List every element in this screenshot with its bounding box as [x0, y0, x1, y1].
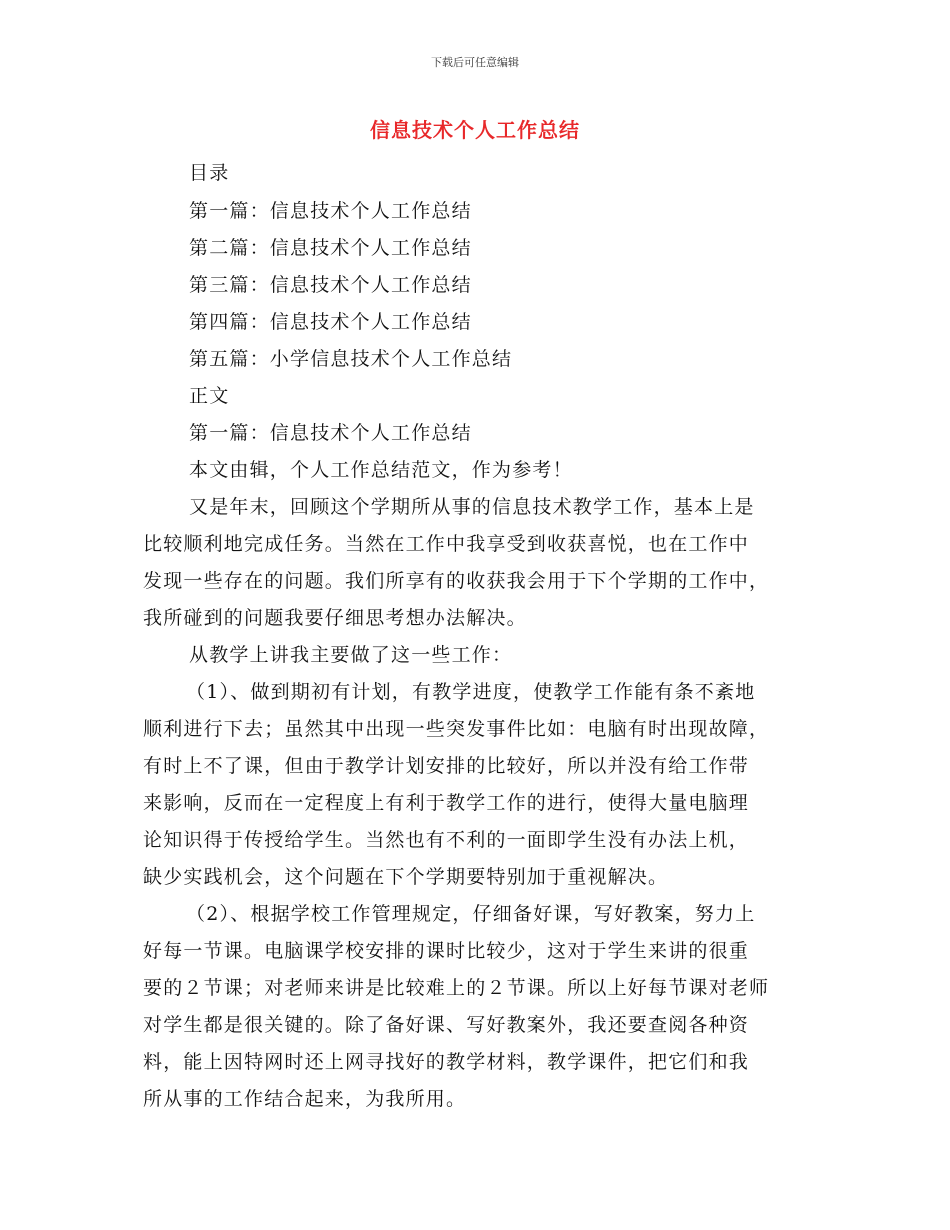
paragraph-line: 料，能上因特网时还上网寻找好的教学材料，教学课件，把它们和我 — [143, 1051, 750, 1073]
paragraph-line: 从教学上讲我主要做了这一些工作： — [189, 644, 513, 666]
paragraph-line: 有时上不了课，但由于教学计划安排的比较好，所以并没有给工作带 — [143, 755, 750, 777]
body-heading: 正文 — [189, 385, 230, 407]
paragraph-line: 所从事的工作结合起来，为我所用。 — [143, 1088, 467, 1110]
paragraph-line: 对学生都是很关键的。除了备好课、写好教案外，我还要查阅各种资 — [143, 1014, 750, 1036]
paragraph-line: 发现一些存在的问题。我们所享有的收获我会用于下个学期的工作中， — [143, 570, 770, 592]
paragraph-line: 顺利进行下去；虽然其中出现一些突发事件比如：电脑有时出现故障， — [143, 718, 770, 740]
toc-item: 第五篇：小学信息技术个人工作总结 — [189, 348, 513, 370]
paragraph-line: （2）、根据学校工作管理规定，仔细备好课，写好教案，努力上 — [186, 903, 756, 925]
toc-item: 第一篇：信息技术个人工作总结 — [189, 200, 472, 222]
paragraph-line: 又是年末，回顾这个学期所从事的信息技术教学工作，基本上是 — [189, 496, 755, 518]
toc-item: 第四篇：信息技术个人工作总结 — [189, 311, 472, 333]
toc-item: 第三篇：信息技术个人工作总结 — [189, 274, 472, 296]
toc-heading: 目录 — [189, 162, 230, 184]
toc-item: 第二篇：信息技术个人工作总结 — [189, 237, 472, 259]
paragraph-line: 论知识得于传授给学生。当然也有不利的一面即学生没有办法上机， — [143, 829, 750, 851]
document-title: 信息技术个人工作总结 — [370, 118, 580, 142]
paragraph-line: 缺少实践机会，这个问题在下个学期要特别加于重视解决。 — [143, 866, 669, 888]
paragraph-line: （1）、做到期初有计划，有教学进度，使教学工作能有条不紊地 — [186, 681, 756, 703]
section-title: 第一篇：信息技术个人工作总结 — [189, 422, 472, 444]
paragraph-line: 来影响，反而在一定程度上有利于教学工作的进行，使得大量电脑理 — [143, 792, 750, 814]
paragraph-line: 比较顺利地完成任务。当然在工作中我享受到收获喜悦，也在工作中 — [143, 533, 750, 555]
intro-line: 本文由辑，个人工作总结范文，作为参考！ — [189, 459, 573, 481]
paragraph-line: 要的２节课；对老师来讲是比较难上的２节课。所以上好每节课对老师 — [143, 977, 770, 999]
paragraph-line: 我所碰到的问题我要仔细思考想办法解决。 — [143, 607, 527, 629]
header-note: 下载后可任意编辑 — [431, 56, 519, 69]
paragraph-line: 好每一节课。电脑课学校安排的课时比较少，这对于学生来讲的很重 — [143, 940, 750, 962]
